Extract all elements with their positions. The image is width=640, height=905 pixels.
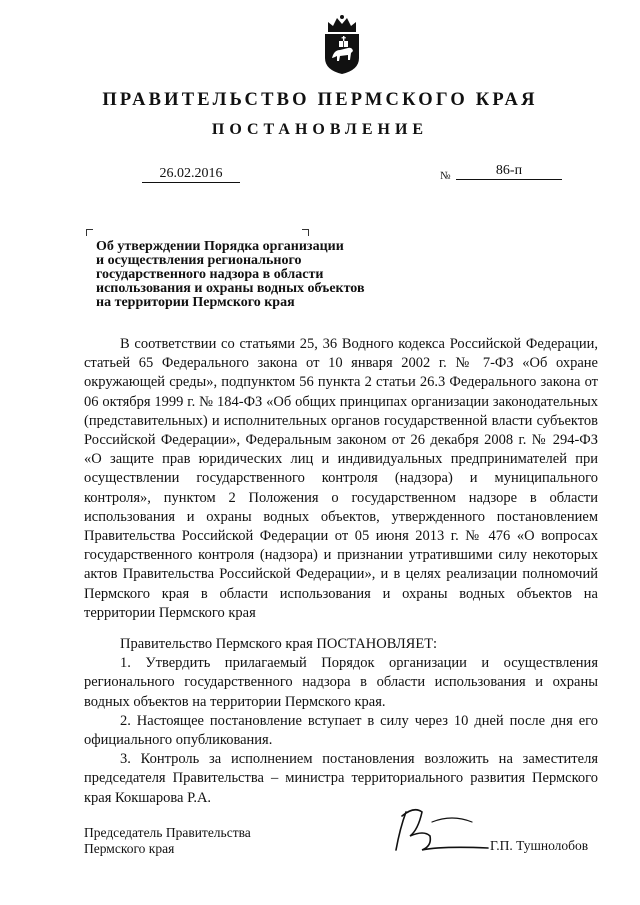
subject-line: и осуществления регионального (96, 253, 302, 268)
item-paragraph: 3. Контроль за исполнением постановления возложить на заместителя председателя Правительства – министра территориального развития Пермского края Кокшарова Р.А. (84, 751, 598, 806)
subject-bracket-left (86, 229, 93, 236)
preamble-paragraph: В соответствии со статьями 25, 36 Водного кодекса Российской Федерации, статьей 65 Федерального закона от 10 января 2002 г. № 7-ФЗ «Об охране окружающей среды», подпунктом 56 пункта 2 статьи 26.3 Федерального закона от 06 октября 1999 г. № 184-ФЗ «Об общих принципах организации законодательных (представительных) и исполнительных органов государственной власти субъектов Российской Федерации», Федеральным законом от 26 декабря 2008 г. № 294-ФЗ «О защите прав юридических лиц и индивидуальных предпринимателей при осуществлении государственного контроля (надзора) и муниципального контроля», пунктом 2 Положения о государственном надзоре в области использования и охраны водных объектов, утвержденного постановлением Правительства Российской Федерации от 05 июня 2013 г. № 476 «О вопросах государственного контроля (надзора) и признании утратившими силу некоторых актов Правительства Российской Федерации», и в целях реализации полномочий Пермского края в области использования и охраны водных объектов на территории Пермского края (84, 336, 598, 621)
perm-krai-coat-of-arms-icon (322, 14, 362, 76)
signatory-title-line: Пермского края (84, 841, 175, 856)
handwritten-signature (392, 806, 496, 858)
signatory-title-line: Председатель Правительства (84, 825, 251, 840)
decree-body (84, 335, 598, 808)
signatory-title (84, 825, 251, 857)
decree-date: 26.02.2016 (142, 166, 240, 183)
document-type: ПОСТАНОВЛЕНИЕ (211, 121, 429, 138)
decree-number-label: № (440, 170, 451, 182)
subject-line: Об утверждении Порядка организации (96, 239, 344, 254)
signatory-name: Г.П. Тушнолобов (490, 838, 589, 853)
subject-line: на территории Пермского края (96, 295, 295, 310)
decree-number: 86-п (456, 163, 562, 180)
subject-line: государственного надзора в области (96, 267, 324, 282)
item-paragraph: 2. Настоящее постановление вступает в силу через 10 дней после дня его официального опубликования. (84, 712, 598, 749)
subject-bracket-right (302, 229, 309, 236)
item-paragraph: 1. Утвердить прилагаемый Порядок организации и осуществления регионального государственного надзора в области использования и охраны водных объектов на территории Пермского края. (84, 655, 598, 710)
resolves-paragraph: Правительство Пермского края ПОСТАНОВЛЯЕТ: (120, 636, 438, 653)
government-title: ПРАВИТЕЛЬСТВО ПЕРМСКОГО КРАЯ (102, 90, 538, 110)
subject-line: использования и охраны водных объектов (96, 281, 365, 296)
decree-subject (96, 240, 396, 310)
